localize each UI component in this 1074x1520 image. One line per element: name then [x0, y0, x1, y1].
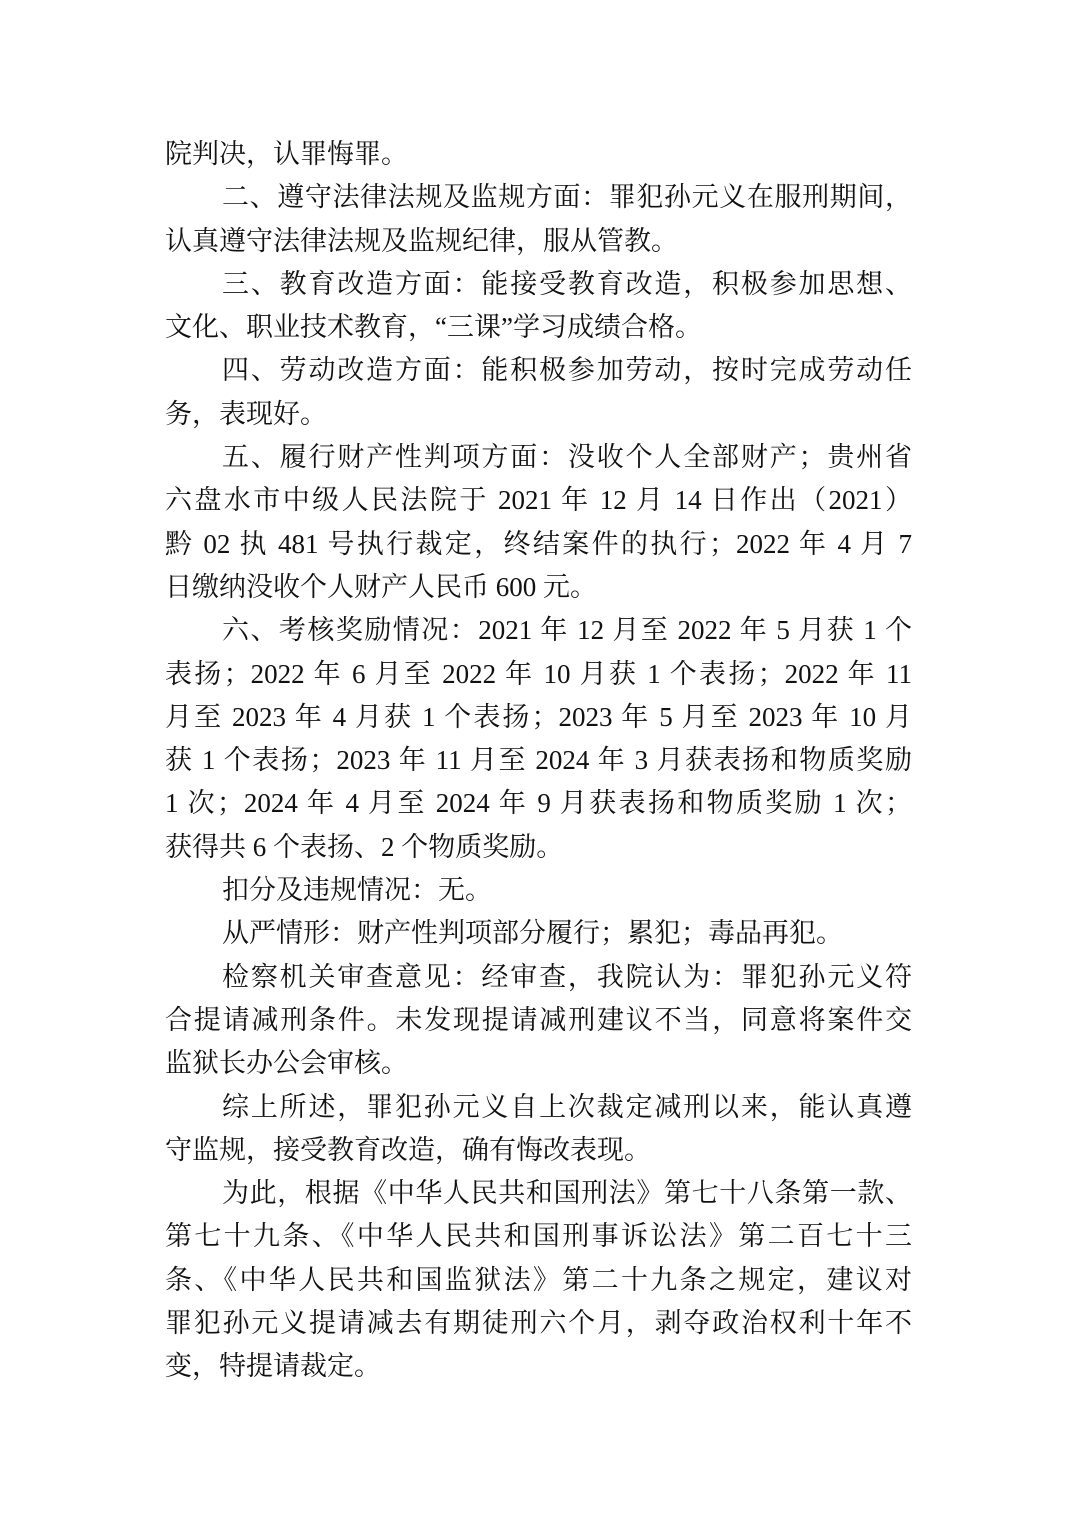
text-line: 二、遵守法律法规及监规方面：罪犯孙元义在服刑期间，	[222, 182, 912, 213]
text-line: 扣分及违规情况：无。	[222, 875, 492, 906]
text-line: 从严情形：财产性判项部分履行；累犯；毒品再犯。	[222, 918, 843, 949]
paragraph-property-judgment	[165, 436, 912, 609]
paragraph-judgment-continuation	[165, 133, 912, 176]
paragraph-education-reform	[165, 263, 912, 350]
paragraph-law-compliance	[165, 176, 912, 263]
text-line: 守监规，接受教育改造，确有悔改表现。	[165, 1134, 651, 1165]
paragraph-aggravating-circumstances	[165, 912, 912, 955]
text-line: 综上所述，罪犯孙元义自上次裁定减刑以来，能认真遵	[222, 1091, 912, 1122]
text-line: 文化、职业技术教育，“三课”学习成绩合格。	[165, 312, 702, 343]
text-line: 变，特提请裁定。	[165, 1351, 381, 1382]
text-line: 六、考核奖励情况：2021 年 12 月至 2022 年 5 月获 1 个	[222, 615, 912, 646]
paragraph-procuratorate-opinion	[165, 956, 912, 1086]
text-line: 获 1 个表扬；2023 年 11 月至 2024 年 3 月获表扬和物质奖励	[165, 745, 912, 776]
text-line: 条、《中华人民共和国监狱法》第二十九条之规定，建议对	[165, 1264, 912, 1295]
paragraph-labor-reform	[165, 349, 912, 436]
text-line: 1 次；2024 年 4 月至 2024 年 9 月获表扬和物质奖励 1 次；	[165, 788, 912, 819]
paragraph-violations	[165, 869, 912, 912]
text-line: 为此，根据《中华人民共和国刑法》第七十八条第一款、	[222, 1178, 912, 1209]
text-line: 监狱长办公会审核。	[165, 1048, 408, 1079]
paragraph-summary	[165, 1086, 912, 1173]
text-line: 六盘水市中级人民法院于 2021 年 12 月 14 日作出（2021）	[165, 485, 912, 516]
text-line: 三、教育改造方面：能接受教育改造，积极参加思想、	[222, 268, 912, 299]
paragraph-legal-basis-recommendation	[165, 1172, 912, 1388]
text-line: 日缴纳没收个人财产人民币 600 元。	[165, 571, 597, 602]
text-line: 表扬；2022 年 6 月至 2022 年 10 月获 1 个表扬；2022 年 11	[165, 658, 912, 689]
text-line: 认真遵守法律法规及监规纪律，服从管教。	[165, 225, 678, 256]
text-line: 第七十九条、《中华人民共和国刑事诉讼法》第二百七十三	[165, 1221, 912, 1252]
text-line: 月至 2023 年 4 月获 1 个表扬；2023 年 5 月至 2023 年 10 月	[165, 701, 912, 732]
text-line: 四、劳动改造方面：能积极参加劳动，按时完成劳动任	[222, 355, 912, 386]
text-line: 务，表现好。	[165, 398, 327, 429]
text-line: 黔 02 执 481 号执行裁定，终结案件的执行；2022 年 4 月 7	[165, 528, 912, 559]
text-line: 罪犯孙元义提请减去有期徒刑六个月，剥夺政治权利十年不	[165, 1308, 912, 1339]
text-line: 合提请减刑条件。未发现提请减刑建议不当，同意将案件交	[165, 1004, 912, 1035]
text-line: 检察机关审查意见：经审查，我院认为：罪犯孙元义符	[222, 961, 912, 992]
text-line: 院判决，认罪悔罪。	[165, 139, 408, 169]
text-line: 五、履行财产性判项方面：没收个人全部财产；贵州省	[222, 442, 912, 473]
paragraph-rewards	[165, 609, 912, 869]
document-body	[165, 133, 912, 1389]
text-line: 获得共 6 个表扬、2 个物质奖励。	[165, 831, 564, 862]
